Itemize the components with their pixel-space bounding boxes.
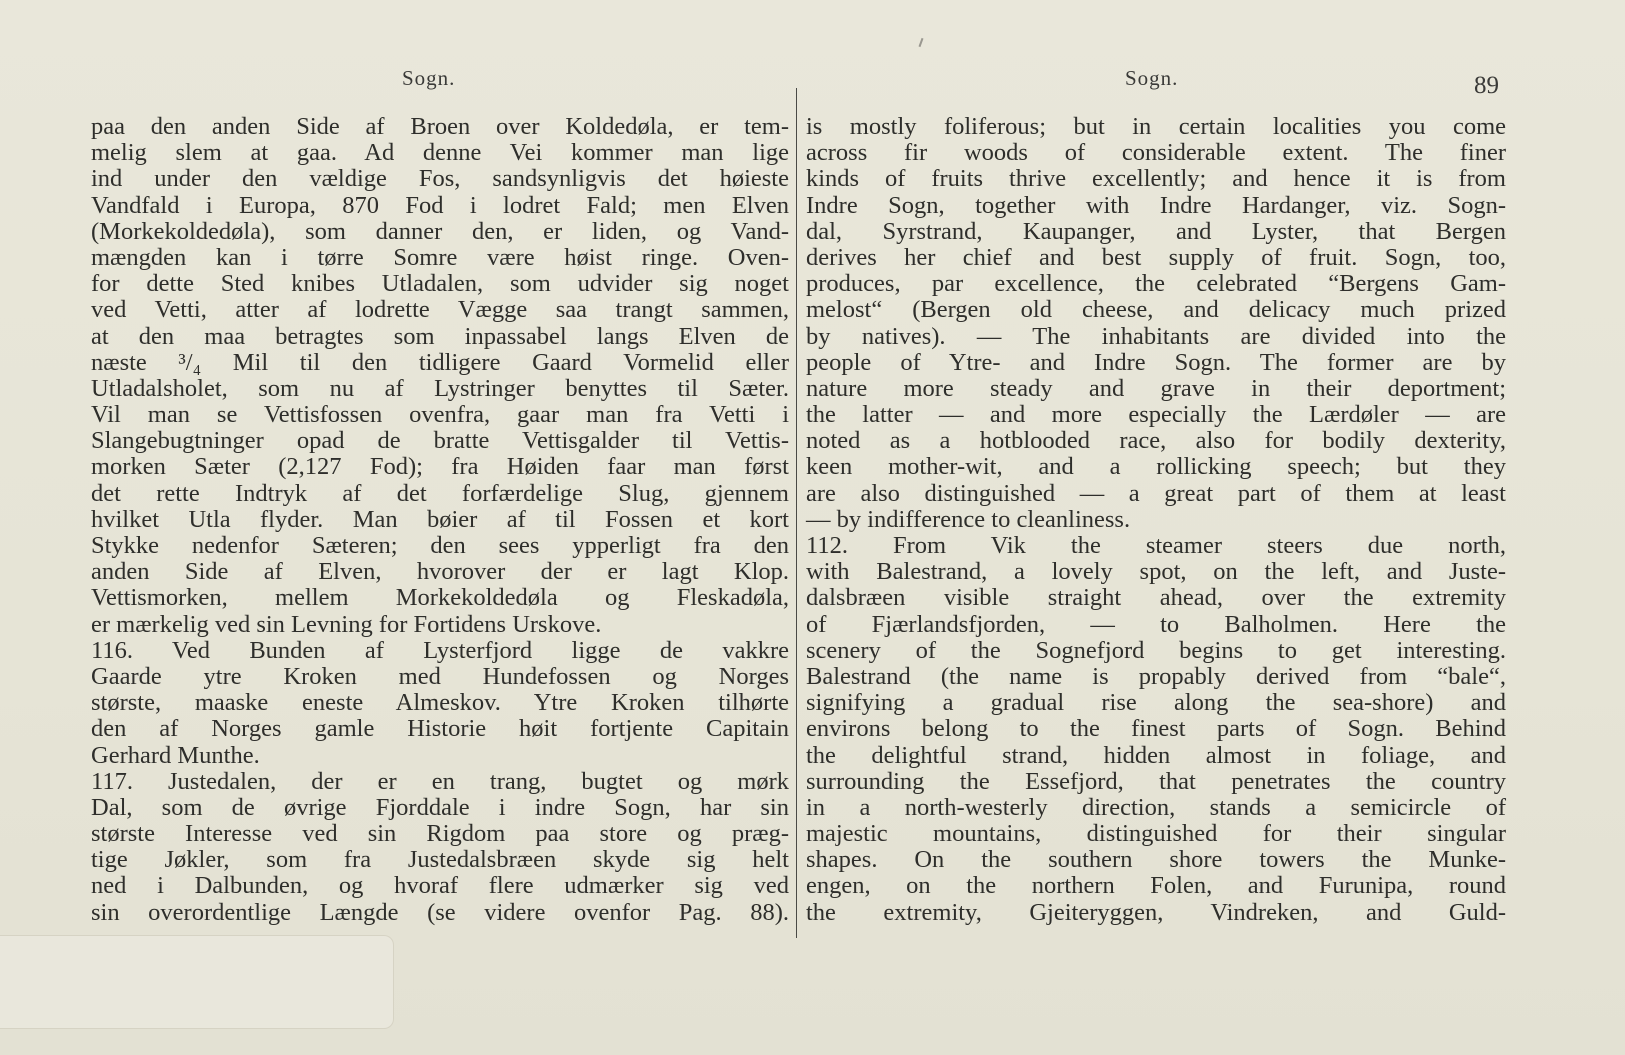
text-line: Vandfald i Europa, 870 Fod i lodret Fald; men Elven xyxy=(91,191,789,219)
text-line: det rette Indtryk af det forfærdelige Slug, gjennem xyxy=(91,479,789,507)
text-line: paa den anden Side af Broen over Koldedøla, er tem- xyxy=(91,113,789,140)
text-line: 117. Justedalen, der er en trang, bugtet og mørk xyxy=(91,767,789,795)
text-line: ved Vetti, atter af lodrette Vægge saa trangt sammen, xyxy=(91,296,789,324)
text-line: Dal, som de øvrige Fjorddale i indre Sogn, har sin xyxy=(91,793,789,821)
text-line: tige Jøkler, som fra Justedalsbræen skyde sig helt xyxy=(91,846,789,874)
text-line: dalsbræen visible straight ahead, over the extremity xyxy=(806,584,1506,612)
text-line: the latter — and more especially the Lærdøler — are xyxy=(806,401,1506,429)
text-line: hvilket Utla flyder. Man bøier af til Fossen et kort xyxy=(91,505,789,533)
column-divider xyxy=(796,88,797,938)
text-line: Vil man se Vettisfossen ovenfra, gaar man fra Vetti i xyxy=(91,401,789,429)
text-line: — by indifference to cleanliness. xyxy=(806,505,1131,533)
text-line: Gerhard Munthe. xyxy=(91,741,260,769)
text-line: with Balestrand, a lovely spot, on the left, and Juste- xyxy=(806,558,1506,586)
text-line: shapes. On the southern shore towers the Munke- xyxy=(806,846,1506,874)
text-line: majestic mountains, distinguished for their singular xyxy=(806,820,1506,848)
text-line: the extremity, Gjeiteryggen, Vindreken, and Guld- xyxy=(806,898,1506,926)
text-line: people of Ytre- and Indre Sogn. The former are by xyxy=(806,348,1506,376)
text-line: of Fjærlandsfjorden, — to Balholmen. Here the xyxy=(806,610,1506,638)
text-line: er mærkelig ved sin Levning for Fortidens Urskove. xyxy=(91,610,602,638)
text-line: morken Sæter (2,127 Fod); fra Høiden faar man først xyxy=(91,453,789,481)
text-line: Stykke nedenfor Sæteren; den sees ypperligt fra den xyxy=(91,532,789,559)
right-running-header: Sogn. xyxy=(1125,66,1179,90)
text-line: keen mother-wit, and a rollicking speech; but they xyxy=(806,453,1506,481)
text-line: næste ³/₄ Mil til den tidligere Gaard Vormelid eller xyxy=(91,348,789,376)
text-line: is mostly foliferous; but in certain localities you come xyxy=(806,113,1506,140)
text-line: are also distinguished — a great part of them at least xyxy=(806,479,1506,507)
text-line: Vettismorken, mellem Morkekoldedøla og Fleskadøla, xyxy=(91,584,789,612)
text-line: Balestrand (the name is propably derived from “bale“, xyxy=(806,662,1506,690)
text-line: Slangebugtninger opad de bratte Vettisgalder til Vettis- xyxy=(91,427,789,455)
text-line: kinds of fruits thrive excellently; and hence it is from xyxy=(806,165,1506,193)
text-line: scenery of the Sognefjord begins to get interesting. xyxy=(806,636,1506,664)
text-line: for dette Sted knibes Utladalen, som udvider sig noget xyxy=(91,270,789,298)
text-line: nature more steady and grave in their deportment; xyxy=(806,374,1506,402)
text-line: største Interesse ved sin Rigdom paa store og præg- xyxy=(91,820,789,848)
text-line: (Morkekoldedøla), som danner den, er liden, og Vand- xyxy=(91,217,789,245)
text-line: produces, par excellence, the celebrated “Bergens Gam- xyxy=(806,270,1506,298)
text-line: signifying a gradual rise along the sea-shore) and xyxy=(806,689,1506,717)
page-number: 89 xyxy=(1474,72,1499,99)
text-line: ned i Dalbunden, og hvoraf flere udmærker sig ved xyxy=(91,872,789,900)
text-line: sin overordentlige Længde (se videre ovenfor Pag. 88). xyxy=(91,898,789,926)
text-line: 112. From Vik the steamer steers due north, xyxy=(806,532,1506,559)
text-line: at den maa betragtes som inpassabel langs Elven de xyxy=(91,322,789,350)
text-line: engen, on the northern Folen, and Furunipa, round xyxy=(806,872,1506,900)
text-line: dal, Syrstrand, Kaupanger, and Lyster, that Bergen xyxy=(806,217,1506,245)
text-line: across fir woods of considerable extent. The finer xyxy=(806,139,1506,167)
text-line: in a north-westerly direction, stands a semicircle of xyxy=(806,793,1506,821)
right-column-text xyxy=(806,114,1506,926)
text-line: den af Norges gamle Historie høit fortjente Capitain xyxy=(91,715,789,743)
text-line: surrounding the Essefjord, that penetrates the country xyxy=(806,767,1506,795)
text-line: Gaarde ytre Kroken med Hundefossen og Norges xyxy=(91,662,789,690)
text-line: by natives). — The inhabitants are divided into the xyxy=(806,322,1506,350)
text-line: 116. Ved Bunden af Lysterfjord ligge de vakkre xyxy=(91,636,789,664)
text-line: Utladalsholet, som nu af Lystringer benyttes til Sæter. xyxy=(91,374,789,402)
text-line: største, maaske eneste Almeskov. Ytre Kroken tilhørte xyxy=(91,689,789,717)
text-line: noted as a hotblooded race, also for bodily dexterity, xyxy=(806,427,1506,455)
ink-mark xyxy=(919,38,924,47)
text-line: anden Side af Elven, hvorover der er lagt Klop. xyxy=(91,558,789,586)
text-line: mængden kan i tørre Somre være høist ringe. Oven- xyxy=(91,243,789,271)
text-line: environs belong to the finest parts of Sogn. Behind xyxy=(806,715,1506,743)
text-line: Indre Sogn, together with Indre Hardanger, viz. Sogn- xyxy=(806,191,1506,219)
text-line: ind under den vældige Fos, sandsynligvis det høieste xyxy=(91,165,789,193)
paper-stain xyxy=(0,935,394,1029)
text-line: derives her chief and best supply of fruit. Sogn, too, xyxy=(806,243,1506,271)
text-line: melig slem at gaa. Ad denne Vei kommer man lige xyxy=(91,139,789,167)
left-running-header: Sogn. xyxy=(402,66,456,90)
text-line: the delightful strand, hidden almost in foliage, and xyxy=(806,741,1506,769)
left-column-text xyxy=(91,114,789,926)
text-line: melost“ (Bergen old cheese, and delicacy much prized xyxy=(806,296,1506,324)
